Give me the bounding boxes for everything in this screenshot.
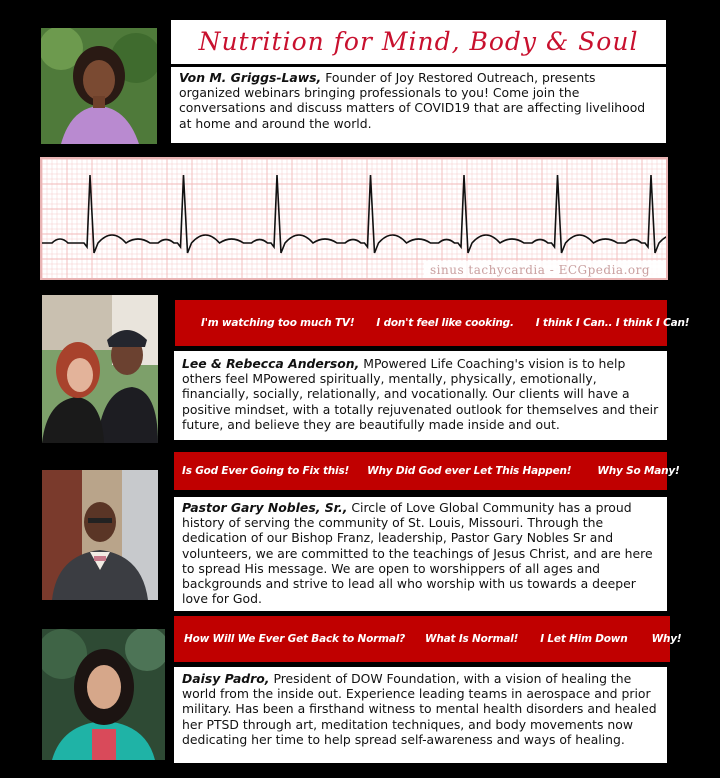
ecg-caption: sinus tachycardia - ECGpedia.org [430, 263, 651, 277]
question: I'm watching too much TV! [201, 317, 355, 329]
photo-gary-nobles [42, 470, 158, 600]
description-padro [174, 667, 667, 763]
section-name: Lee & Rebecca Anderson, [182, 356, 360, 371]
questions-banner-3 [174, 616, 682, 662]
photo-von-griggs-laws [41, 28, 157, 144]
question: I think I Can.. I think I Can! [535, 317, 690, 329]
section-name: Daisy Padro, [182, 671, 270, 686]
section-text: President of DOW Foundation, with a vision of healing the world from the inside out. Experience leading teams in aerospace and prior military. Has been a firsthand witness to mental health disorders and healed her PTSD through art, meditation techniques, and body movements now dedicating her time to help spread self-awareness and ways of healing. [182, 671, 657, 747]
question: I don't feel like cooking. [376, 317, 514, 329]
page-title: Nutrition for Mind, Body & Soul [198, 27, 639, 56]
intro-description [171, 67, 666, 143]
section-name: Pastor Gary Nobles, Sr., [182, 500, 348, 515]
question: I Let Him Down [540, 633, 628, 645]
question: Is God Ever Going to Fix this! [182, 465, 350, 477]
intro-text: Founder of Joy Restored Outreach, presents organized webinars bringing professionals to you! Come join the conversations and discuss matters of COVID19 that are affecting livelihood at home and around the world. [179, 70, 646, 131]
question: Why So Many! [597, 465, 680, 477]
section-text: Circle of Love Global Community has a proud history of serving the community of St. Louis, Missouri. Through the dedication of our Bishop Franz, leadership, Pastor Gary Nobles Sr and volunteers, we are committed to the teachings of Jesus Christ, and are here to spread His message. We are open to worshippers of all ages and backgrounds and strive to lead all who worship with us towards a deeper love for God. [182, 500, 653, 607]
ecg-chart [42, 159, 666, 278]
section-text: MPowered Life Coaching's vision is to help others feel MPowered spiritually, mentally, physically, emotionally, financially, socially, relationally, and vocationally. Our clients will have a positive mindset, with a totally rejuvenated outlook for themselves and their future, and believe they are beautifully made inside and out. [182, 356, 659, 432]
question: What Is Normal! [425, 633, 519, 645]
questions-banner-2 [174, 452, 680, 490]
photo-lee-rebecca-anderson [42, 295, 158, 443]
title-banner [171, 20, 666, 64]
description-anderson [174, 351, 667, 440]
ecg-strip [40, 157, 668, 280]
photo-daisy-padro [42, 629, 165, 760]
question: Why Did God ever Let This Happen! [367, 465, 572, 477]
question: How Will We Ever Get Back to Normal? [184, 633, 406, 645]
question: Why! [651, 633, 682, 645]
description-nobles [174, 497, 667, 611]
intro-name: Von M. Griggs-Laws, [179, 70, 322, 85]
questions-banner-1 [175, 300, 690, 346]
